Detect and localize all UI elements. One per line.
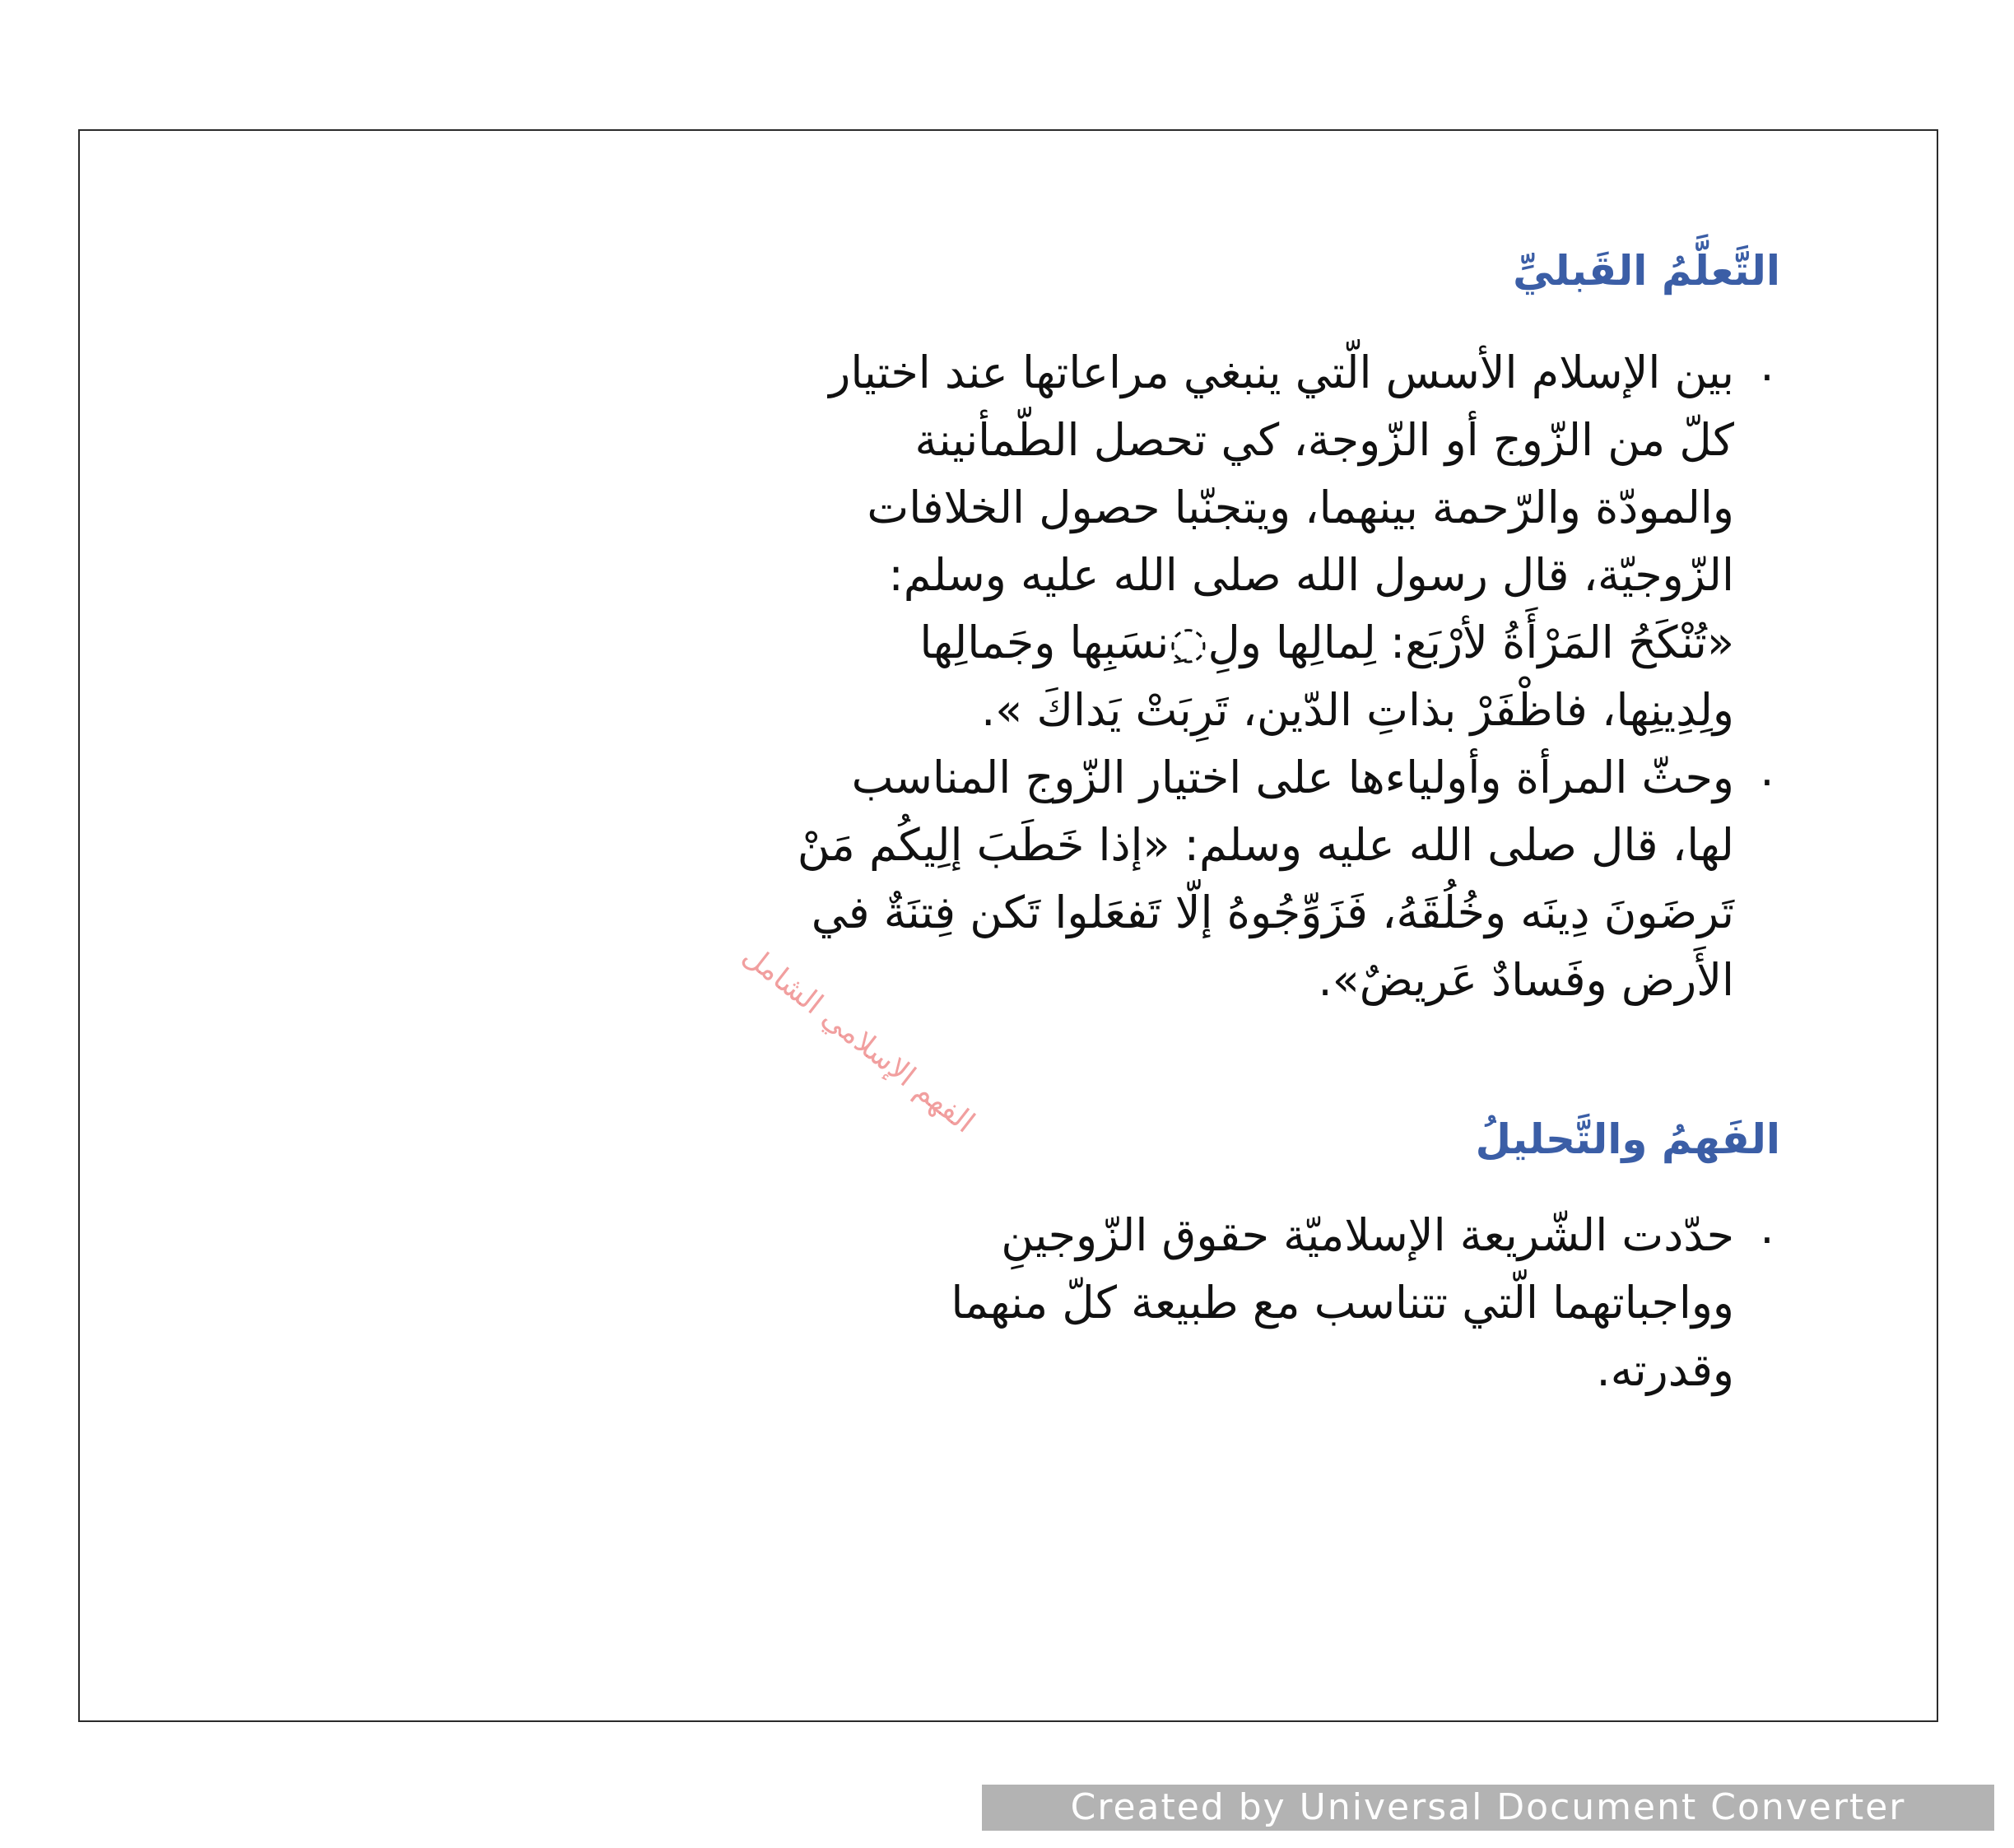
text-line: حدّدت الشّريعة الإسلاميّة حقوق الزّوجينِ	[1001, 1209, 1734, 1261]
text-line: لها، قال صلى الله عليه وسلم: «إذا خَطَبَ إلِيكُم مَنْ	[797, 819, 1734, 871]
converter-footer-banner: Created by Universal Document Converter	[982, 1785, 1994, 1831]
understanding-list	[951, 1202, 1784, 1404]
list-item	[951, 1202, 1784, 1404]
text-line: وحثّ المرأة وأولياءها على اختيار الزّوج المناسب	[851, 752, 1734, 803]
text-line: كلّ من الزّوج أو الزّوجة، كي تحصل الطّمأنينة	[914, 414, 1734, 466]
bullet-marker: .	[1760, 744, 1774, 796]
prior-learning-list	[798, 339, 1784, 1014]
watermark-stamp: الفهم الإسلامي الشامل	[736, 938, 981, 1140]
text-line: والمودّة والرّحمة بينهما، ويتجنّبا حصول الخلافات	[867, 482, 1734, 533]
text-line: الأَرض وفَسادٌ عَريضٌ».	[1318, 954, 1734, 1006]
list-item	[798, 744, 1784, 1014]
text-line: ولِدِينِها، فاظْفَرْ بذاتِ الدّين، تَرِبَتْ يَداكَ ».	[981, 684, 1734, 736]
text-line: بين الإسلام الأسس الّتي ينبغي مراعاتها عند اختيار	[829, 347, 1734, 398]
bullet-marker: .	[1760, 1202, 1774, 1254]
bullet-marker: .	[1760, 339, 1774, 391]
section-title-understanding: الفَهمُ والتَّحليلُ	[1475, 1115, 1780, 1163]
text-line: وقدرته.	[1596, 1344, 1734, 1396]
text-line: تَرضَونَ دِينَه وخُلُقَهُ، فَزَوِّجُوهُ إلّا تَفعَلوا تَكن فِتنَةٌ في	[811, 887, 1734, 938]
list-item	[798, 339, 1784, 744]
text-line: وواجباتهما الّتي تتناسب مع طبيعة كلّ منهما	[951, 1277, 1734, 1329]
text-line: «تُنْكَحُ المَرْأَةُ لأرْبَع: لِمالِها ولِ◌ِنسَبِها وجَمالِها	[919, 617, 1734, 668]
text-line: الزّوجيّة، قال رسول الله صلى الله عليه وسلم:	[888, 549, 1734, 601]
section-title-prior-learning: التَّعلَّمُ القَبليِّ	[1513, 247, 1780, 295]
